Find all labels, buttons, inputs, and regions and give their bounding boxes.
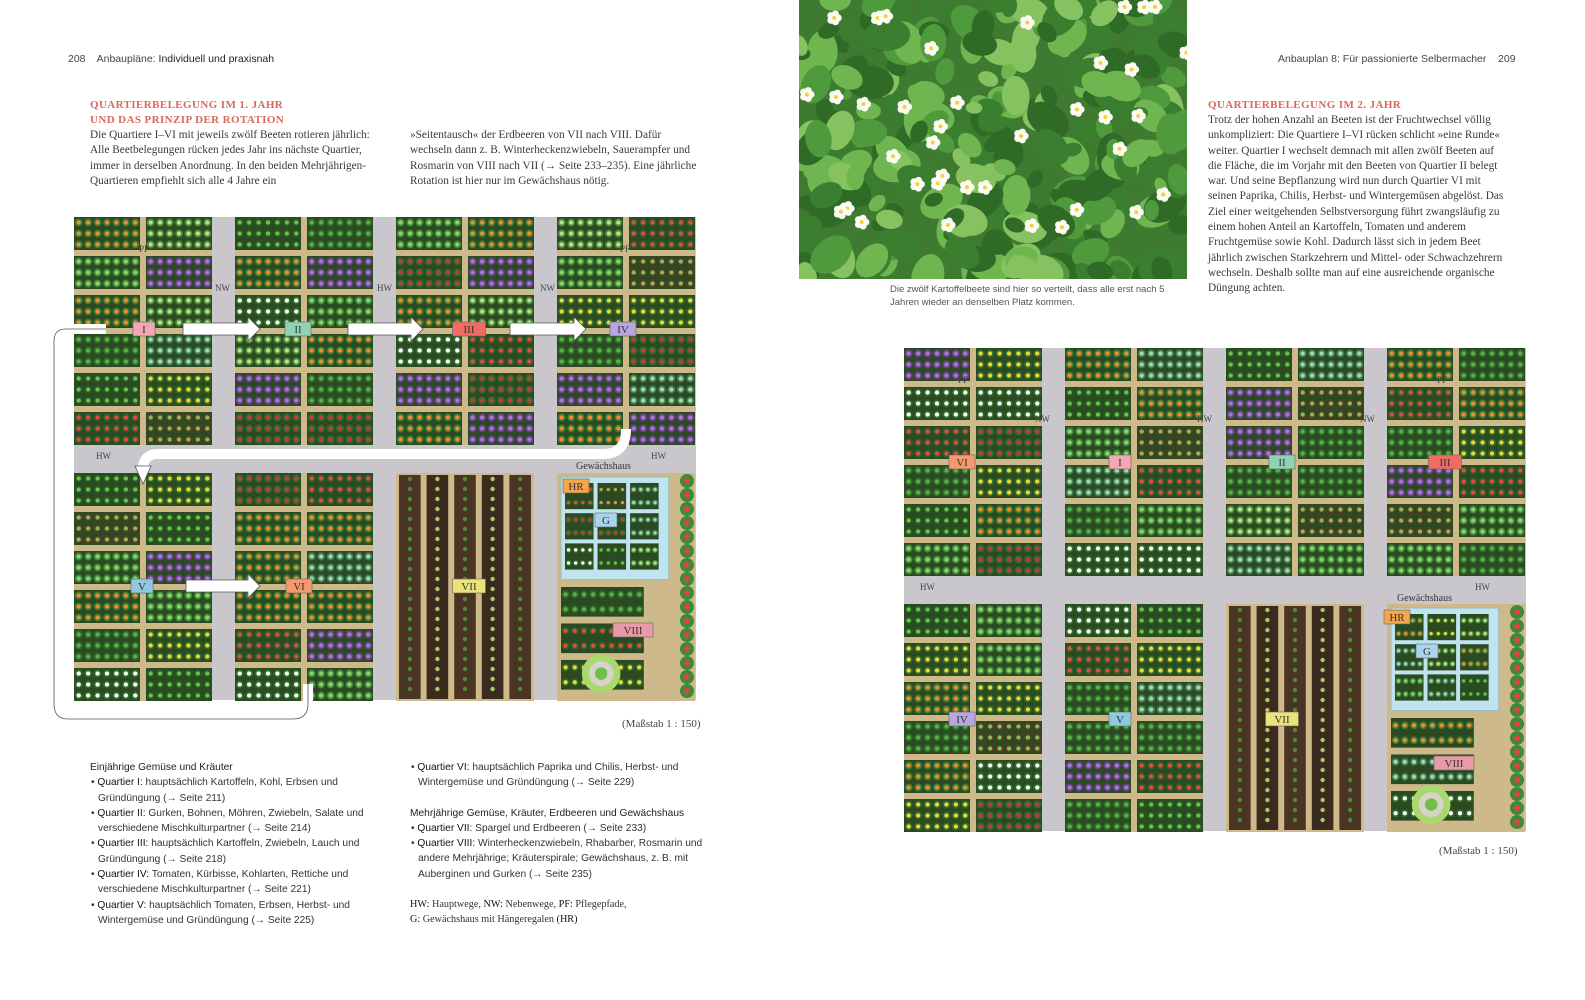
plan1-quarter-label bbox=[453, 322, 486, 336]
legend-annual-list bbox=[90, 775, 390, 928]
plan1-quarter-2-bed bbox=[235, 412, 301, 445]
legend-item-quarter: Quartier IV: bbox=[97, 869, 150, 881]
legend-item-quarter: Quartier V: bbox=[97, 899, 147, 911]
legend-item-quarter: Quartier VI: bbox=[417, 762, 470, 773]
plan2-path-label: NW bbox=[1035, 414, 1050, 424]
plan1-quarter-label bbox=[610, 322, 636, 336]
plan1-quarter-3-bed bbox=[468, 256, 534, 289]
plan1-quarter-1-bed bbox=[74, 256, 140, 289]
legend-item-text: Spargel und Erdbeeren (→ Seite 233) bbox=[472, 822, 647, 834]
plan1-quarter-3-bed bbox=[396, 217, 462, 250]
plan2-greenhouse-bed bbox=[1460, 644, 1489, 670]
plan1-quarter-label bbox=[286, 579, 312, 593]
plan1-quarter-5-bed bbox=[74, 629, 140, 662]
plan2-greenhouse-bed bbox=[1460, 674, 1489, 700]
plan1-quarter-4-bed bbox=[629, 334, 695, 367]
potato-plant-image bbox=[799, 0, 1187, 279]
plan1-greenhouse-bed bbox=[630, 483, 659, 509]
plan2-quarter-label bbox=[1269, 455, 1295, 469]
legend-item-text: Winterheckenzwiebeln, Rhabarber, Rosmarin und andere Mehrjährige; Kräuterspirale; Gewächshaus, z. B. mit Auberginen und Gurken (→ Seite 235) bbox=[418, 838, 703, 880]
potato-plant-photo bbox=[799, 0, 1187, 279]
plan2-greenhouse-bed bbox=[1428, 614, 1457, 640]
plan2-quarter-3-bed bbox=[1298, 504, 1364, 537]
plan1-quarter-6-bed bbox=[307, 551, 373, 584]
plan1-scale: (Maßstab 1 : 150) bbox=[622, 718, 701, 730]
svg-text:I: I bbox=[142, 324, 146, 336]
plan2-greenhouse-bed bbox=[1395, 674, 1424, 700]
legend-item bbox=[90, 836, 390, 867]
plan2-quarter-label bbox=[1434, 756, 1474, 770]
plan1-quarter-6-bed bbox=[235, 590, 301, 623]
legend-item-quarter: Quartier VII: bbox=[417, 822, 473, 834]
plan2-quarter-4-bed bbox=[1459, 543, 1525, 576]
legend-item-text: hauptsächlich Kartoffeln, Zwiebeln, Lauch und Gründüngung (→ Seite 218) bbox=[98, 838, 360, 865]
plan2-quarter-4-bed bbox=[1387, 426, 1453, 459]
plan2-quarter-2-bed bbox=[1065, 387, 1131, 420]
plan1-path-label: NW bbox=[540, 283, 555, 293]
plan1-quarter-6-bed bbox=[235, 512, 301, 545]
plan1-quarter-label bbox=[133, 322, 155, 336]
legend-item-quarter: Quartier VIII: bbox=[417, 838, 476, 850]
plan2-quarter-label bbox=[1109, 455, 1131, 469]
plan2-quarter-3-bed bbox=[1298, 543, 1364, 576]
legend-q6-list bbox=[410, 760, 710, 791]
plan2-quarter-5-bed bbox=[976, 682, 1042, 715]
legend-item bbox=[410, 760, 710, 791]
section1-headline-line2: UND DAS PRINZIP DER ROTATION bbox=[90, 114, 285, 126]
plan2-quarter-label bbox=[1109, 712, 1131, 726]
plan1-quarter-label bbox=[285, 322, 311, 336]
plan1-quarter-4-bed bbox=[557, 373, 623, 406]
plan2-quarter-6-bed bbox=[1137, 682, 1203, 715]
plan1-quarter-5-bed bbox=[146, 551, 212, 584]
legend-item bbox=[90, 806, 390, 837]
plan1-greenhouse-area bbox=[557, 473, 695, 701]
plan2-quarter-1-bed bbox=[976, 426, 1042, 459]
plan1-quarter-2-bed bbox=[235, 217, 301, 250]
legend-annual bbox=[90, 760, 390, 928]
plan2-quarter-5-bed bbox=[904, 604, 970, 637]
plan2-quarter-2-bed bbox=[1137, 426, 1203, 459]
abbr-hw-text: Hauptwege, bbox=[429, 899, 484, 911]
legend-item bbox=[90, 898, 390, 929]
plan2-quarter-4-bed bbox=[1387, 465, 1453, 498]
legend-item bbox=[90, 775, 390, 806]
plan1-quarter-6-bed bbox=[307, 629, 373, 662]
plan1-quarter-6-bed bbox=[235, 629, 301, 662]
plan1-quarter-2-bed bbox=[235, 373, 301, 406]
plan2-quarter-1-bed bbox=[976, 348, 1042, 381]
plan2-quarter-4-bed bbox=[1459, 504, 1525, 537]
section2-text: Trotz der hohen Anzahl an Beeten ist der Fruchtwechsel völlig unkompliziert: Die Quartiere I–VI rücken schlicht »eine Runde« weiter. Quartier I wechselt demnach mit allen zwölf Beeten auf die Fläche, die im Vorjahr mit den Beeten von Quartier II belegt war. Und seine Bepflanzung wird nun durch Quartier VI mit seinen Paprika, Chilis, Herbst- und Wintergemüsen abgelöst. Das Ziel einer weitgehenden Selbstversorgung führt zwangsläufig zu einem hohen Anteil an Kartoffeln, Tomaten und anderem Fruchtgemüse sowie Kohl. Dadurch lässt sich in jedem Beet jährlich zwischen Starkzehrern und Mittel- oder Schwachzehrern wechseln. Deshalb sollte man auf eine ausreichende organische Düngung achten. bbox=[1208, 114, 1504, 295]
header-prefix: Anbaupläne: bbox=[96, 53, 156, 65]
abbr-pf-key: PF: bbox=[558, 899, 573, 911]
plan2-greenhouse-label: Gewächshaus bbox=[1397, 593, 1452, 604]
plan2-quarter-6-bed bbox=[1065, 604, 1131, 637]
plan1-quarter-6-bed bbox=[307, 512, 373, 545]
plan1-quarter-2-bed bbox=[307, 373, 373, 406]
plan2-quarter-5-bed bbox=[904, 799, 970, 832]
plan2-path-label: PF bbox=[958, 375, 969, 385]
plan2-quarter-4-bed bbox=[1459, 426, 1525, 459]
abbr-g-key: G: bbox=[410, 914, 421, 926]
plan1-quarter-5-bed bbox=[74, 668, 140, 701]
plan1-quarter-2-bed bbox=[235, 334, 301, 367]
plan2-quarter-4-bed bbox=[1387, 543, 1453, 576]
svg-text:VII: VII bbox=[461, 581, 477, 593]
plan1-quarter-2-bed bbox=[307, 217, 373, 250]
plan2-path-label: PF bbox=[1437, 375, 1448, 385]
plan2-quarter-2-bed bbox=[1137, 465, 1203, 498]
plan2-quarter-1-bed bbox=[976, 543, 1042, 576]
plan2-quarter-4-bed bbox=[1459, 387, 1525, 420]
plan2-quarter-2-bed bbox=[1137, 348, 1203, 381]
page-number-right: 209 bbox=[1498, 53, 1516, 65]
legend-item-text: hauptsächlich Kartoffeln, Kohl, Erbsen und Gründüngung (→ Seite 211) bbox=[98, 777, 338, 804]
plan2-quarter-6-bed bbox=[1137, 604, 1203, 637]
plan1-quarter-2-bed bbox=[307, 412, 373, 445]
section1-headline bbox=[90, 98, 390, 128]
plan2-quarter-5-bed bbox=[976, 721, 1042, 754]
plan1-quarter-4-bed bbox=[629, 217, 695, 250]
plan2-perennial-bed bbox=[1391, 718, 1474, 748]
plan1-quarter-5-bed bbox=[74, 551, 140, 584]
plan2-quarter-1-bed bbox=[976, 504, 1042, 537]
plan2-quarter-1-bed bbox=[976, 387, 1042, 420]
plan2-quarter-2-bed bbox=[1065, 543, 1131, 576]
plan2-greenhouse-area bbox=[1387, 604, 1525, 832]
plan2-quarter-6-bed bbox=[1137, 760, 1203, 793]
svg-text:V: V bbox=[138, 581, 146, 593]
svg-text:II: II bbox=[294, 324, 302, 336]
plan1-quarter-1-bed bbox=[146, 334, 212, 367]
plan1-quarter-1-bed bbox=[146, 373, 212, 406]
plan1-quarter-4-bed bbox=[629, 373, 695, 406]
plan1-quarter-1-bed bbox=[146, 217, 212, 250]
abbr-pf-text: Pflegepfade, bbox=[572, 899, 627, 911]
abbr-nw-key: NW: bbox=[483, 899, 503, 911]
legend-item-text: Gurken, Bohnen, Möhren, Zwiebeln, Salate und verschiedene Mischkulturpartner (→ Seite 214) bbox=[98, 807, 364, 835]
plan2-greenhouse-bed bbox=[1460, 614, 1489, 640]
plan2-quarter-6-bed bbox=[1065, 760, 1131, 793]
plan1-quarter-6-bed bbox=[307, 590, 373, 623]
plan2-quarter-1-bed bbox=[904, 465, 970, 498]
plan1-quarter-1-bed bbox=[74, 334, 140, 367]
svg-text:VI: VI bbox=[293, 581, 305, 593]
plan2-quarter-5-bed bbox=[976, 760, 1042, 793]
plan2-quarter-6-bed bbox=[1065, 682, 1131, 715]
svg-text:IV: IV bbox=[617, 324, 629, 336]
plan2-quarter-3-bed bbox=[1298, 387, 1364, 420]
plan1-greenhouse-label: Gewächshaus bbox=[576, 461, 631, 472]
abbr-g-text: Gewächshaus mit Hängeregalen bbox=[420, 914, 557, 926]
plan1-quarter-3-bed bbox=[396, 334, 462, 367]
plan2-quarter-2-bed bbox=[1065, 465, 1131, 498]
plan1-greenhouse-bed bbox=[565, 513, 594, 539]
plan1-quarter-3-bed bbox=[468, 334, 534, 367]
plan2-quarter-2-bed bbox=[1137, 504, 1203, 537]
plan1-quarter-5-bed bbox=[74, 512, 140, 545]
plan2-quarter-6-bed bbox=[1137, 799, 1203, 832]
plan2-quarter-3-bed bbox=[1226, 348, 1292, 381]
plan1-quarter-4-bed bbox=[629, 256, 695, 289]
plan1-path-label: NW bbox=[215, 283, 230, 293]
plan1-greenhouse-bed bbox=[598, 543, 627, 569]
plan1-quarter-label bbox=[131, 579, 153, 593]
plan1-quarter-3-bed bbox=[396, 373, 462, 406]
plan2-quarter-2-bed bbox=[1065, 426, 1131, 459]
plan2-path-label: NW bbox=[1360, 414, 1375, 424]
plan2-quarter-3-bed bbox=[1226, 387, 1292, 420]
plan2-quarter-5-bed bbox=[976, 604, 1042, 637]
plan1-hr-label bbox=[563, 479, 589, 493]
plan2-quarter-1-bed bbox=[904, 426, 970, 459]
plan1-quarter-1-bed bbox=[74, 373, 140, 406]
plan2-quarter-1-bed bbox=[904, 543, 970, 576]
legend-abbreviations bbox=[410, 897, 710, 928]
plan1-quarter-2-bed bbox=[235, 256, 301, 289]
plan2-quarter-2-soil bbox=[1065, 348, 1203, 576]
plan1-path-label: PF bbox=[139, 244, 150, 254]
plan2-quarter-label bbox=[1429, 455, 1462, 469]
plan2-quarter-3-bed bbox=[1226, 504, 1292, 537]
plan2-quarter-3-bed bbox=[1298, 426, 1364, 459]
legend-perennial-title: Mehrjährige Gemüse, Kräuter, Erdbeeren und Gewächshaus bbox=[410, 807, 685, 819]
plan1-greenhouse-bed bbox=[598, 483, 627, 509]
plan1-quarter-5-bed bbox=[146, 629, 212, 662]
section2-headline: QUARTIERBELEGUNG IM 2. JAHR bbox=[1208, 99, 1402, 111]
legend-item-quarter: Quartier III: bbox=[97, 838, 149, 850]
plan2-quarter-4-bed bbox=[1387, 387, 1453, 420]
plan1-quarter-5-bed bbox=[74, 590, 140, 623]
plan2-quarter-label bbox=[949, 455, 975, 469]
plan2-quarter-1-bed bbox=[976, 465, 1042, 498]
plan2-quarter-6-bed bbox=[1137, 721, 1203, 754]
plan1-quarter-5-bed bbox=[146, 512, 212, 545]
plan1-quarter-6-bed bbox=[307, 473, 373, 506]
section1-col1: Die Quartiere I–VI mit jeweils zwölf Beeten rotieren jährlich: Alle Beetbelegungen rücken jedes Jahr ins nächste Quartier, immer in derselben Anordnung. In den beiden Mehrjährigen-Quartieren empfiehlt sich alle 4 Jahre ein bbox=[90, 129, 370, 187]
plan1-greenhouse-bed bbox=[565, 543, 594, 569]
plan2-quarter-5-bed bbox=[904, 643, 970, 676]
page-number-left: 208 bbox=[68, 53, 86, 65]
section1-headline-line1: QUARTIERBELEGUNG IM 1. JAHR bbox=[90, 99, 284, 111]
plan1-greenhouse-bed bbox=[630, 543, 659, 569]
page-header-left bbox=[68, 53, 274, 65]
plan2-hr-label bbox=[1384, 610, 1410, 624]
plan1-path-label: HW bbox=[377, 283, 392, 293]
plan2-quarter-label bbox=[949, 712, 975, 726]
plan1-quarter-3-bed bbox=[396, 256, 462, 289]
legend-annual-title: Einjährige Gemüse und Kräuter bbox=[90, 762, 233, 773]
plan1-quarter-4-bed bbox=[557, 217, 623, 250]
plan2-quarter-1-bed bbox=[904, 504, 970, 537]
plan1-quarter-label bbox=[453, 579, 486, 593]
plan2-path-label: HW bbox=[1197, 414, 1212, 424]
plan1-quarter-4-bed bbox=[557, 334, 623, 367]
legend-item-text: hauptsächlich Tomaten, Erbsen, Herbst- und Wintergemüse und Gründüngung (→ Seite 225) bbox=[98, 899, 350, 926]
plan1-perennial-bed bbox=[561, 587, 644, 617]
plan2-quarter-3-bed bbox=[1226, 426, 1292, 459]
plan2-quarter-4-bed bbox=[1459, 348, 1525, 381]
plan1-greenhouse-bed bbox=[630, 513, 659, 539]
section1-col2: »Seitentausch« der Erdbeeren von VII nach VIII. Dafür wechseln dann z. B. Winterheckenzwiebeln, Sauerampfer und Rosmarin von VIII nach VII (→ Seite 233–235). Eine jährliche Rotation ist hier nur im Gewächshaus nötig. bbox=[410, 129, 697, 187]
plan2-quarter-6-soil bbox=[1065, 604, 1203, 832]
legend-item-text: Tomaten, Kürbisse, Kohlarten, Rettiche und verschiedene Mischkulturpartner (→ Seite 221) bbox=[98, 869, 349, 896]
plan1-path-label: HW bbox=[96, 451, 111, 461]
legend-item bbox=[90, 867, 390, 898]
plan2-quarter-6-bed bbox=[1065, 643, 1131, 676]
header-title-right: Anbauplan 8: Für passionierte Selbermacher bbox=[1278, 53, 1487, 65]
plan1-quarter-3-bed bbox=[396, 412, 462, 445]
plan1-quarter-3-bed bbox=[468, 217, 534, 250]
plan1-quarter-4-bed bbox=[557, 412, 623, 445]
plan1-quarter-4-bed bbox=[629, 295, 695, 328]
plan1-quarter-1-bed bbox=[74, 295, 140, 328]
plan2-quarter-5-bed bbox=[976, 643, 1042, 676]
plan2-path-label: HW bbox=[1475, 582, 1490, 592]
plan2-quarter-2-bed bbox=[1065, 504, 1131, 537]
abbr-hr-key: (HR) bbox=[556, 914, 578, 926]
garden-plan-year-2 bbox=[892, 345, 1528, 841]
legend-item-quarter: Quartier II: bbox=[97, 807, 146, 819]
plan2-quarter-1-bed bbox=[904, 387, 970, 420]
plan2-quarter-3-bed bbox=[1226, 543, 1292, 576]
header-title-left: Individuell und praxisnah bbox=[158, 53, 275, 65]
plan2-quarter-6-bed bbox=[1065, 799, 1131, 832]
plan1-quarter-6-bed bbox=[235, 668, 301, 701]
plan1-quarter-5-bed bbox=[146, 590, 212, 623]
plan2-quarter-4-bed bbox=[1459, 465, 1525, 498]
plan2-path-label: HW bbox=[920, 582, 935, 592]
plan2-quarter-2-bed bbox=[1137, 543, 1203, 576]
plan2-quarter-3-bed bbox=[1226, 465, 1292, 498]
plan1-quarter-1-bed bbox=[74, 217, 140, 250]
legend-item-text: hauptsächlich Paprika und Chilis, Herbst- und Wintergemüse und Gründüngung (→ Seite 229) bbox=[418, 762, 679, 789]
svg-text:III: III bbox=[463, 324, 475, 336]
plan2-g-label bbox=[1416, 644, 1438, 658]
plan1-quarter-6-bed bbox=[235, 473, 301, 506]
plan2-quarter-6-bed bbox=[1137, 643, 1203, 676]
legend-item bbox=[410, 821, 710, 836]
plan1-quarter-2-bed bbox=[307, 334, 373, 367]
plan1-quarter-1-bed bbox=[146, 412, 212, 445]
photo-caption: Die zwölf Kartoffelbeete sind hier so verteilt, dass alle erst nach 5 Jahren wieder an denselben Platz kommen. bbox=[890, 284, 1165, 308]
svg-text:G: G bbox=[602, 515, 610, 527]
plan2-quarter-5-bed bbox=[904, 760, 970, 793]
legend-perennial-list bbox=[410, 821, 710, 882]
plan1-quarter-label bbox=[613, 623, 653, 637]
plan1-g-label bbox=[595, 513, 617, 527]
plan2-quarter-label bbox=[1266, 712, 1299, 726]
abbr-hw-key: HW: bbox=[410, 899, 430, 911]
plan1-path-label: PF bbox=[620, 244, 631, 254]
plan1-quarter-5-bed bbox=[146, 473, 212, 506]
plan1-quarter-1-bed bbox=[74, 412, 140, 445]
garden-plan-year-1 bbox=[48, 214, 720, 736]
plan2-scale: (Maßstab 1 : 150) bbox=[1439, 845, 1518, 857]
plan1-quarter-2-bed bbox=[307, 256, 373, 289]
plan1-quarter-3-bed bbox=[468, 412, 534, 445]
plan2-quarter-2-bed bbox=[1065, 348, 1131, 381]
plan2-quarter-3-bed bbox=[1298, 348, 1364, 381]
plan1-quarter-4-bed bbox=[629, 412, 695, 445]
plan2-quarter-5-bed bbox=[976, 799, 1042, 832]
plan2-quarter-2-bed bbox=[1137, 387, 1203, 420]
plan2-greenhouse-bed bbox=[1428, 674, 1457, 700]
plan1-path-label: HW bbox=[651, 451, 666, 461]
svg-text:HR: HR bbox=[568, 481, 584, 493]
plan1-quarter-5-bed bbox=[74, 473, 140, 506]
plan1-quarter-3-bed bbox=[468, 373, 534, 406]
plan1-quarter-5-bed bbox=[146, 668, 212, 701]
plan2-quarter-3-bed bbox=[1298, 465, 1364, 498]
plan1-quarter-1-bed bbox=[146, 256, 212, 289]
abbr-nw-text: Nebenwege, bbox=[502, 899, 559, 911]
page-header-right bbox=[1278, 53, 1516, 65]
legend-perennial bbox=[410, 760, 710, 928]
legend-item-quarter: Quartier I: bbox=[97, 777, 143, 789]
plan1-quarter-6-bed bbox=[307, 668, 373, 701]
plan2-quarter-5-bed bbox=[904, 682, 970, 715]
plan2-quarter-4-bed bbox=[1387, 504, 1453, 537]
svg-text:VIII: VIII bbox=[623, 625, 643, 637]
plan1-quarter-4-bed bbox=[557, 256, 623, 289]
legend-item bbox=[410, 836, 710, 882]
